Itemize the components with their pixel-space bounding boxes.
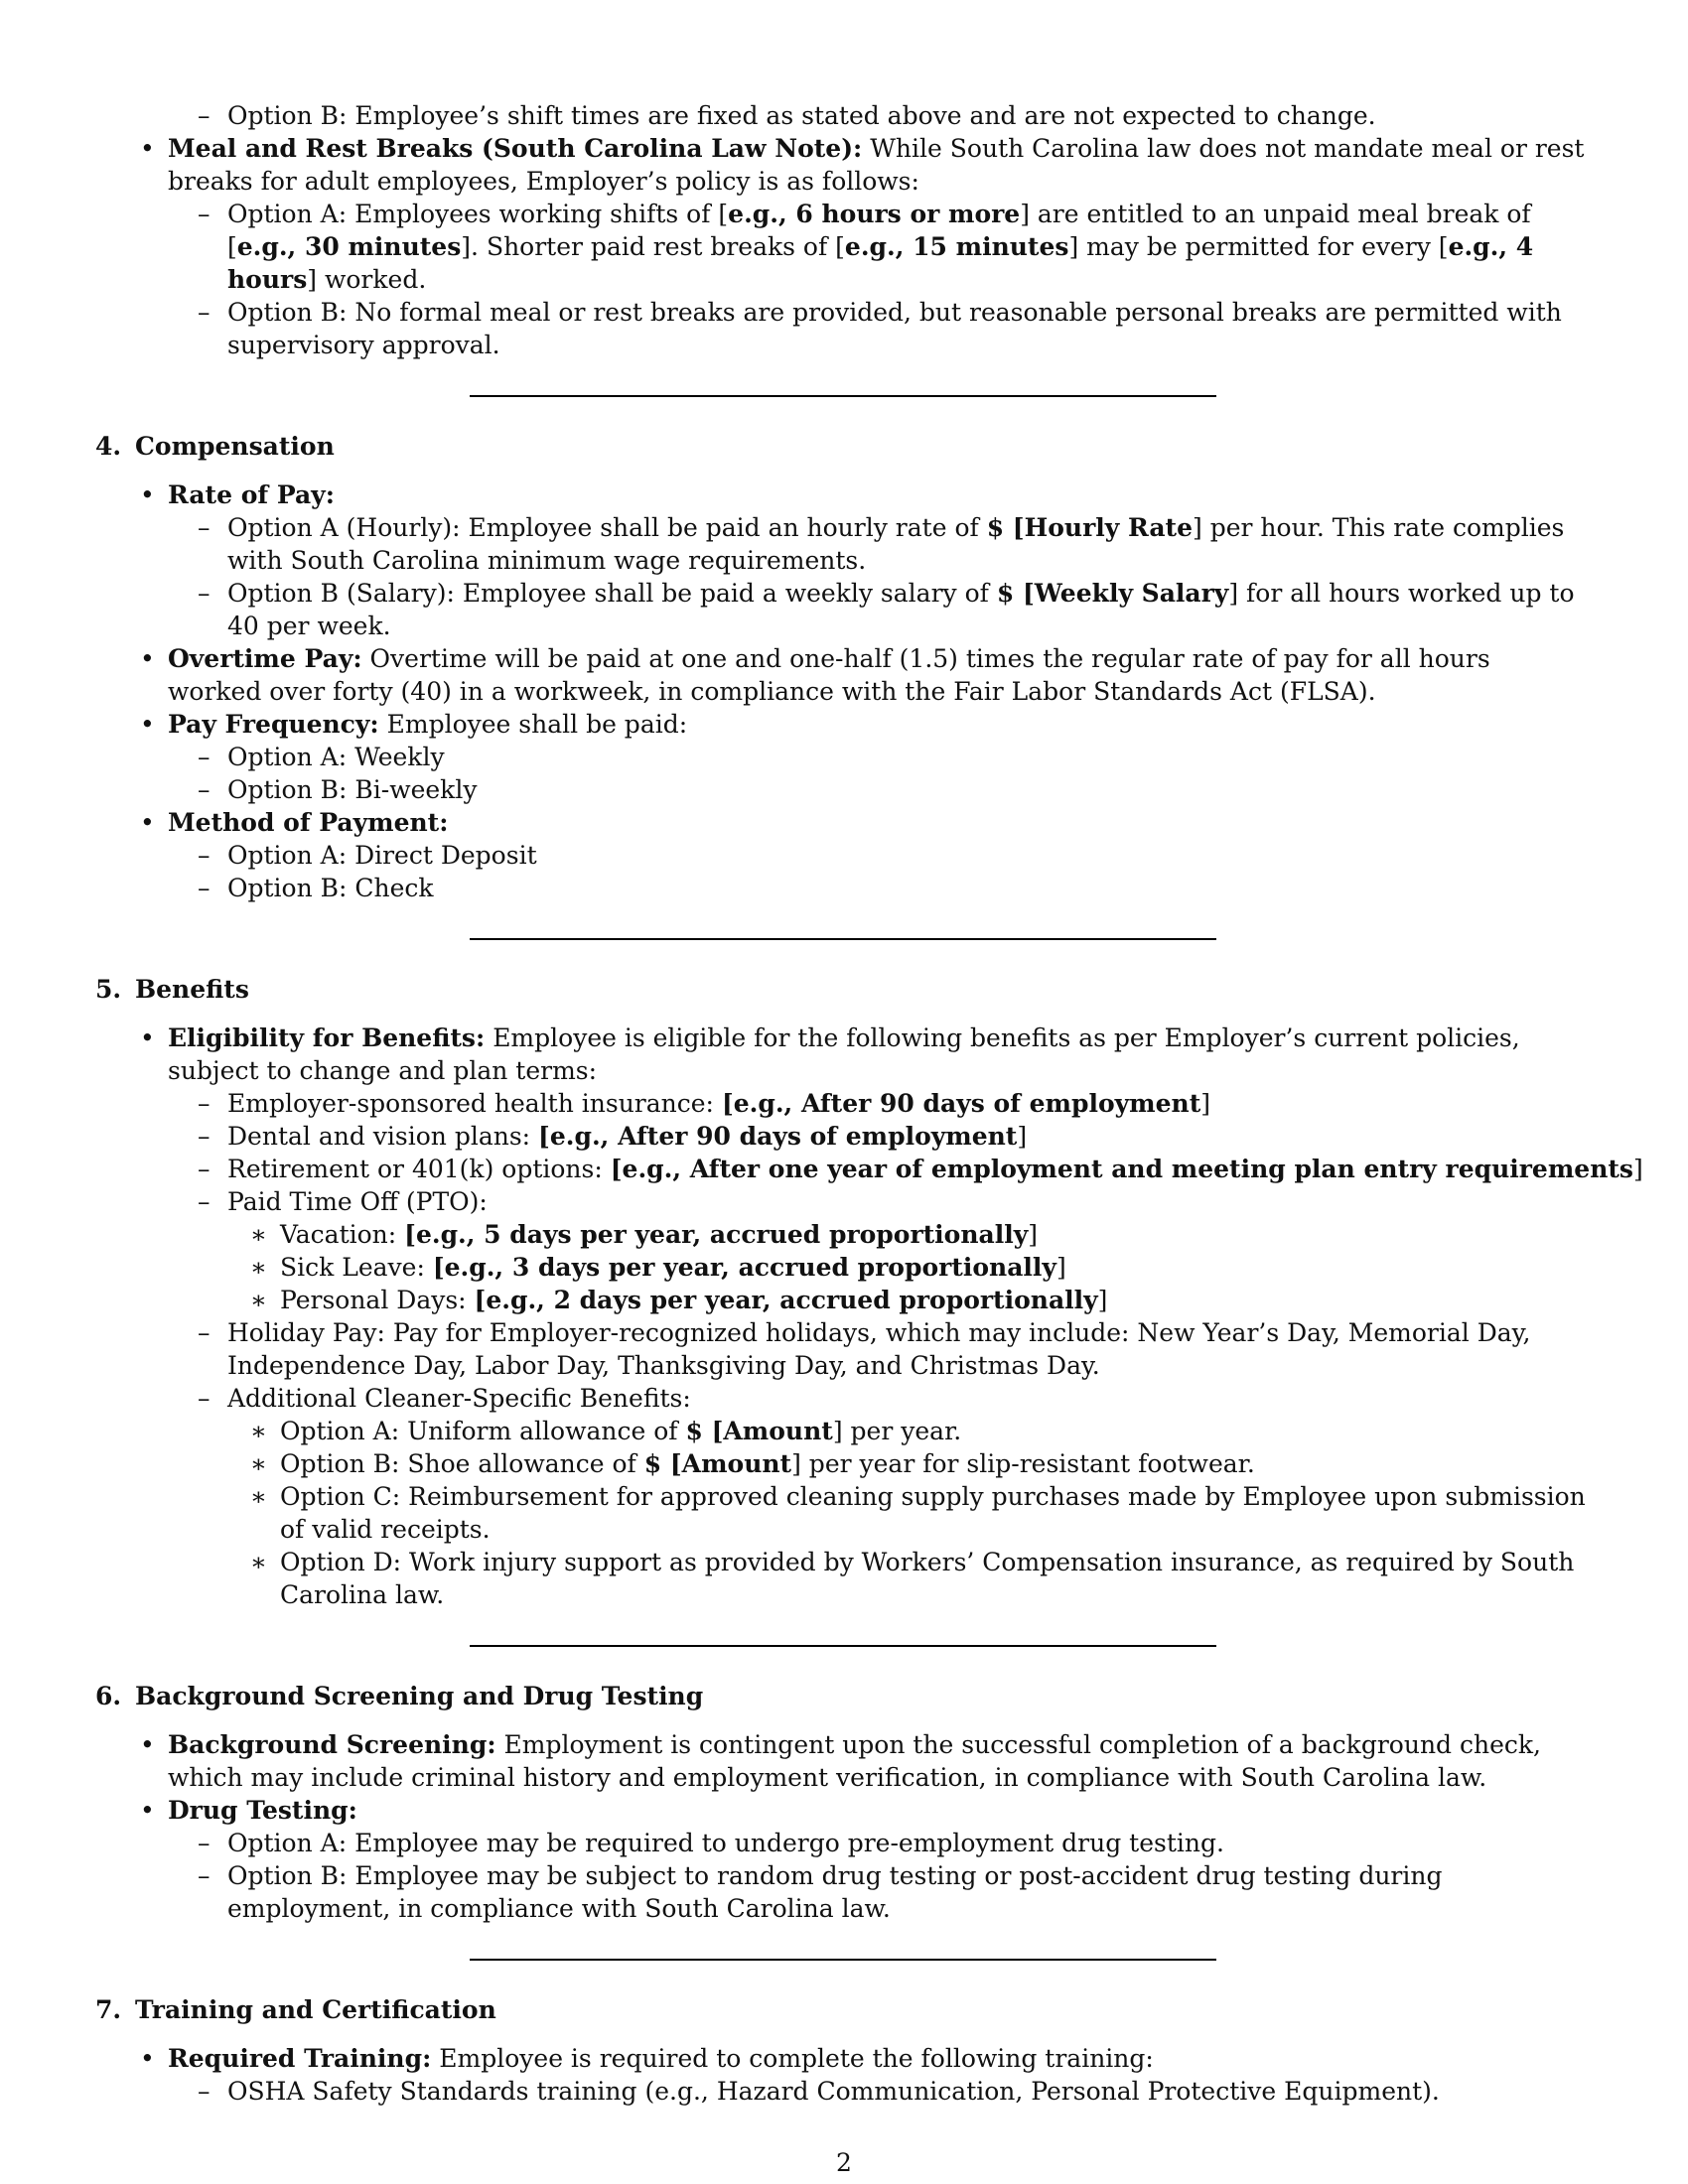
list-item: – Option A: Employees working shifts of [e.g., 6 hours or more] are entitled to an unpaid meal break of [e.g., 30 minutes]. Shorter paid rest breaks of [e.g., 15 minutes] may be permitted for every [e.g., 4 hours] worked.: [198, 198, 1591, 296]
list-item: – Option B: Check: [198, 872, 1591, 904]
section-divider: [470, 1959, 1216, 1961]
list-item: • Background Screening: Employment is contingent upon the successful completion of a background check, which may include criminal history and employment verification, in compliance with South Carolina law.: [140, 1730, 1541, 1792]
document-page: [95, 99, 1643, 2108]
list-item: – Option B (Salary): Employee shall be paid a weekly salary of $ [Weekly Salary] for all hours worked up to 40 per week.: [198, 577, 1591, 642]
list-item: ∗ Option B: Shoe allowance of $ [Amount] per year for slip-resistant footwear.: [280, 1447, 1591, 1480]
list-item: ∗ Sick Leave: [e.g., 3 days per year, accrued proportionally]: [280, 1251, 1591, 1284]
list-item: – Paid Time Off (PTO): ∗ Vacation: [e.g., 5 days per year, accrued proportionally] ∗ Sick Leave: [e.g., 3 days per year, accrued proportionally] ∗ Personal Days: [e.g., 2 days per year, accrued proportionally]: [198, 1185, 1591, 1316]
list-item: ∗ Personal Days: [e.g., 2 days per year, accrued proportionally]: [280, 1284, 1591, 1316]
list-item: • Method of Payment: – Option A: Direct Deposit – Option B: Check: [168, 806, 1591, 904]
list-item: – Additional Cleaner-Specific Benefits: ∗ Option A: Uniform allowance of $ [Amount] per year. ∗ Option B: Shoe allowance of $ [Amount] per year for slip-resistant footwear. ∗ Option C: Reimbursement for approved cleaning supply purchases made by Employee upon submission of valid receipts. ∗ Option D: Work injury support as provided by Workers’ Compensation insurance, as required by South Carolina law.: [198, 1382, 1591, 1611]
list-item: – Employer-sponsored health insurance: [e.g., After 90 days of employment]: [198, 1087, 1591, 1120]
list-item: ∗ Option D: Work injury support as provided by Workers’ Compensation insurance, as required by South Carolina law.: [280, 1546, 1591, 1611]
training-list: [95, 2042, 1591, 2108]
list-item: • Drug Testing: – Option A: Employee may be required to undergo pre-employment drug testing. – Option B: Employee may be subject to random drug testing or post-accident drug testing during employment, in compliance with South Carolina law.: [168, 1794, 1591, 1925]
list-item: • Rate of Pay: – Option A (Hourly): Employee shall be paid an hourly rate of $ [Hourly Rate] per hour. This rate complies with South Carolina minimum wage requirements. – Option B (Salary): Employee shall be paid a weekly salary of $ [Weekly Salary] for all hours worked up to 40 per week.: [168, 478, 1591, 642]
list-item: – OSHA Safety Standards training (e.g., Hazard Communication, Personal Protective Equipment).: [198, 2075, 1591, 2108]
list-item: • Eligibility for Benefits: Employee is eligible for the following benefits as per Employer’s current policies, subject to change and plan terms: – Employer-sponsored health insurance: [e.g., After 90 days of employment] – Dental and vision plans: [e.g., After 90 days of employment] – Retirement or 401(k) options: [e.g., After one year of employment and meeting plan entry requirements] – Paid Time Off (PTO): ∗ Vacation: [e.g., 5 days per year, accrued proportionally] ∗ Sick Leave: [e.g., 3 days per year, accrued proportionally] ∗ Personal Days: [e.g., 2 days per year, accrued proportionally] – Holiday Pay: Pay for Employer-recognized holidays, which may include: New Year’s Day, Memorial Day, Independence Day, Labor Day, Thanksgiving Day, and Christmas Day. – Additional Cleaner-Specific Benefits: ∗ Option A: Uniform allowance of $ [Amount] per year. ∗ Option B: Shoe allowance of $ [Amount] per year for slip-resistant footwear. ∗ Option C: Reimbursement for approved cleaning supply purchases made by Employee upon submission of valid receipts. ∗ Option D: Work injury support as provided by Workers’ Compensation insurance, as required by South Carolina law.: [168, 1022, 1591, 1611]
page-number: 2: [836, 2148, 852, 2177]
list-item: – Option B: Employee’s shift times are fixed as stated above and are not expected to change.: [198, 99, 1591, 132]
list-item: – Holiday Pay: Pay for Employer-recognized holidays, which may include: New Year’s Day, Memorial Day, Independence Day, Labor Day, Thanksgiving Day, and Christmas Day.: [198, 1316, 1591, 1382]
list-item: • Pay Frequency: Employee shall be paid: – Option A: Weekly – Option B: Bi-weekly: [168, 708, 1591, 806]
meal-options-list: [168, 198, 1591, 361]
screening-list: [95, 1728, 1591, 1925]
meal-label: Meal and Rest Breaks (South Carolina Law Note):: [168, 134, 863, 163]
meal-break-list: [95, 132, 1591, 361]
list-item: • Required Training: Employee is required to complete the following training: – OSHA Safety Standards training (e.g., Hazard Communication, Personal Protective Equipment).: [168, 2042, 1591, 2108]
section-heading-benefits: 5. Benefits: [95, 975, 249, 1004]
list-item: – Retirement or 401(k) options: [e.g., After one year of employment and meeting plan entry requirements]: [198, 1153, 1591, 1185]
list-item: • Overtime Pay: Overtime will be paid at one and one-half (1.5) times the regular rate of pay for all hours worked over forty (40) in a workweek, in compliance with the Fair Labor Standards Act (FLSA).: [140, 644, 1490, 706]
section-divider: [470, 395, 1216, 397]
list-item: – Option B: Bi-weekly: [198, 773, 1591, 806]
benefits-list: [95, 1022, 1643, 1611]
section-heading-training: 7. Training and Certification: [95, 1995, 496, 2024]
section-divider: [470, 938, 1216, 940]
list-item: – Option A: Direct Deposit: [198, 839, 1591, 872]
section-heading-background: 6. Background Screening and Drug Testing: [95, 1682, 704, 1710]
shift-options-list: [95, 99, 1591, 132]
list-item: • Meal and Rest Breaks (South Carolina Law Note): While South Carolina law does not mandate meal or rest breaks for adult employees, Employer’s policy is as follows: – Option A: Employees working shifts of [e.g., 6 hours or more] are entitled to an unpaid meal break of [e.g., 30 minutes]. Shorter paid rest breaks of [e.g., 15 minutes] may be permitted for every [e.g., 4 hours] worked. – Option B: No formal meal or rest breaks are provided, but reasonable personal breaks are permitted with supervisory approval.: [168, 132, 1591, 361]
list-item: ∗ Vacation: [e.g., 5 days per year, accrued proportionally]: [280, 1218, 1591, 1251]
list-item: – Option A: Weekly: [198, 741, 1591, 773]
list-item: ∗ Option A: Uniform allowance of $ [Amount] per year.: [280, 1415, 1591, 1447]
list-item: – Option A: Employee may be required to undergo pre-employment drug testing.: [198, 1827, 1591, 1859]
list-item: – Option B: No formal meal or rest breaks are provided, but reasonable personal breaks are permitted with supervisory approval.: [198, 296, 1591, 361]
section-divider: [470, 1645, 1216, 1647]
compensation-list: [95, 478, 1591, 904]
section-heading-compensation: 4. Compensation: [95, 432, 335, 461]
list-item: – Dental and vision plans: [e.g., After 90 days of employment]: [198, 1120, 1591, 1153]
list-item: ∗ Option C: Reimbursement for approved cleaning supply purchases made by Employee upon submission of valid receipts.: [280, 1480, 1591, 1546]
list-item: – Option B: Employee may be subject to random drug testing or post-accident drug testing during employment, in compliance with South Carolina law.: [198, 1859, 1591, 1925]
list-item: – Option A (Hourly): Employee shall be paid an hourly rate of $ [Hourly Rate] per hour. This rate complies with South Carolina minimum wage requirements.: [198, 511, 1591, 577]
